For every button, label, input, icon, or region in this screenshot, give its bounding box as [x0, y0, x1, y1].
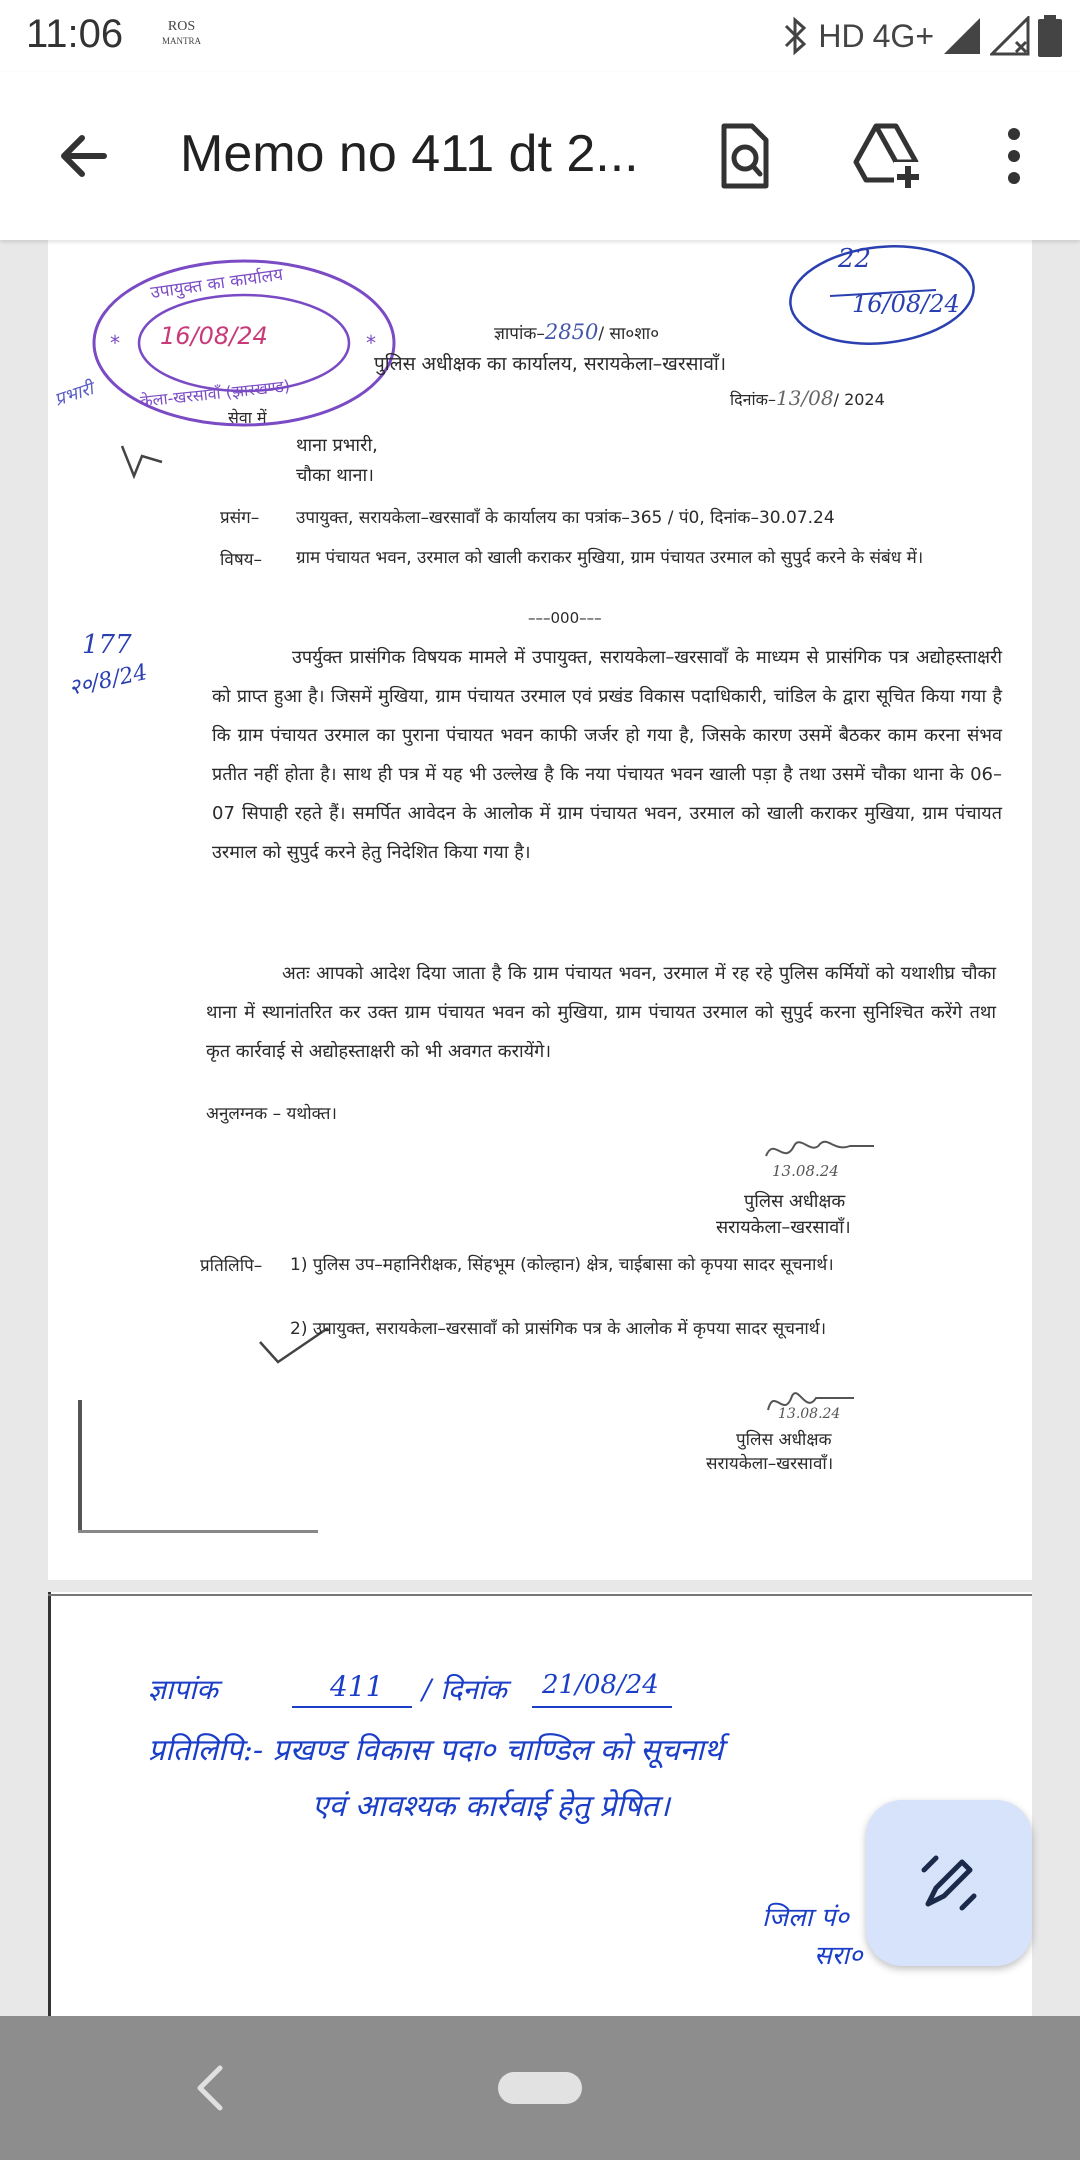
office-name: पुलिस अधीक्षक का कार्यालय, सरायकेला–खरसावाँ। [374, 353, 727, 375]
separator: –––000––– [528, 609, 602, 627]
paragraph-2: अतः आपको आदेश दिया जाता है कि ग्राम पंचायत भवन, उरमाल में रह रहे पुलिस कर्मियों को यथाशीघ्र चौका थाना में स्थानांतरित कर उक्त ग्राम पंचायत भवन को मुखिया, ग्राम पंचायत उरमाल को सुपुर्द करना सुनिश्चित करेंगे तथा कृत कार्रवाई से अद्योहस्ताक्षरी को भी अवगत करायेंगे। [206, 963, 996, 1062]
stamp-line-1: उपायुक्त का कार्यालय [149, 264, 285, 304]
scan-edge-bottom [78, 1530, 318, 1533]
underline-date [532, 1706, 672, 1708]
to-line-2: चौका थाना। [296, 465, 374, 486]
back-arrow-icon[interactable] [48, 120, 120, 192]
margin-note-1: 177 [82, 630, 132, 660]
signatory-place-1: सरायकेला–खरसावाँ। [716, 1217, 851, 1238]
vishay-label: विषय– [220, 550, 263, 570]
received-date: 16/08/24 [852, 290, 960, 318]
prasang-text: उपायुक्त, सरायकेला–खरसावाँ के कार्यालय का पत्रांक–365 / पं0, दिनांक–30.07.24 [296, 508, 835, 528]
edit-pen-icon [914, 1848, 984, 1918]
date-year: / 2024 [833, 390, 885, 409]
battery-icon [1038, 15, 1062, 57]
scan-edge-left [78, 1400, 82, 1530]
pratilipi-label: प्रतिलिपि– [200, 1256, 263, 1276]
more-vertical-icon[interactable] [978, 120, 1050, 192]
endorsement-line-3: एवं आवश्यक कार्रवाई हेतु प्रेषित। [312, 1789, 670, 1824]
document-search-icon[interactable] [708, 120, 780, 192]
scan-edge-top-2 [48, 1594, 1032, 1596]
date-line [730, 384, 885, 414]
signatory-title-2: पुलिस अधीक्षक [736, 1430, 832, 1450]
status-bar [0, 0, 1080, 72]
date-prefix: दिनांक– [730, 390, 776, 409]
nav-back-icon[interactable] [190, 2060, 230, 2116]
underline-memo-number [292, 1706, 412, 1708]
vishay-text: ग्राम पंचायत भवन, उरमाल को खाली कराकर मुखिया, ग्राम पंचायत उरमाल को सुपुर्द करने के संबंध में। [296, 548, 924, 568]
signatory-title-1: पुलिस अधीक्षक [744, 1191, 846, 1212]
network-hd-label: HD [818, 17, 865, 54]
paragraph-1: उपर्युक्त प्रासंगिक विषयक मामले में उपायुक्त, सरायकेला–खरसावाँ के माध्यम से प्रासंगिक पत्र अद्योहस्ताक्षरी को प्राप्त हुआ है। जिसमें मुखिया, ग्राम पंचायत उरमाल एवं प्रखंड विकास पदाधिकारी, चांडिल के द्वारा सूचित किया गया है कि ग्राम पंचायत उरमाल का पुराना पंचायत भवन काफी जर्जर हो गया है, जिसके कारण उसमें बैठकर काम करना संभव प्रतीत नहीं होता है। साथ ही पत्र में यह भी उल्लेख है कि नया पंचायत भवन खाली पड़ा है तथा उसमें चौका थाना के 06–07 सिपाही रहते हैं। समर्पित आवेदन के आलोक में ग्राम पंचायत भवन, उरमाल को खाली कराकर मुखिया, ग्राम पंचायत उरमाल को सुपुर्द करने हेतु निदेशित किया गया है। [212, 647, 1002, 863]
endorsement-sign-2: सरा० [814, 1941, 863, 1971]
endorsement-date-label: / दिनांक [422, 1673, 507, 1706]
network-type-label: 4G+ [872, 17, 934, 54]
bluetooth-icon [780, 16, 810, 56]
notification-sub: MANTRA [162, 36, 202, 46]
endorsement-date: 21/08/24 [542, 1670, 659, 1700]
svg-text:*: * [110, 331, 120, 355]
system-nav-bar [0, 2016, 1080, 2160]
received-number: 22 [838, 244, 872, 274]
document-title: Memo no 411 dt 2... [180, 125, 639, 183]
edit-fab-button[interactable] [866, 1800, 1032, 1966]
side-note: प्रभारी [51, 378, 97, 411]
scan-edge-left-2 [48, 1592, 51, 2016]
stamp-date: 16/08/24 [160, 322, 268, 350]
endorsement-line-2: प्रतिलिपि:- प्रखण्ड विकास पदा० चाण्डिल को सूचनार्थ [148, 1733, 724, 1768]
status-icons [780, 12, 1062, 60]
document-page-1 [48, 240, 1032, 1580]
endorsement-memo-number: 411 [330, 1670, 384, 1703]
signal-icon [942, 16, 982, 56]
copy-2: 2) उपायुक्त, सरायकेला–खरसावाँ को प्रासंगिक पत्र के आलोक में कृपया सादर सूचनार्थ। [290, 1319, 827, 1339]
app-toolbar [0, 72, 1080, 240]
tick-mark [114, 436, 174, 486]
notification-icon [162, 20, 201, 48]
endorsement-memo-label: ज्ञापांक [148, 1673, 218, 1706]
date-value: 13/08 [775, 386, 834, 410]
memo-prefix: ज्ञापांक– [494, 324, 545, 344]
seva-me: सेवा में [228, 408, 267, 427]
stamp-line-2: केला-खरसावाँ (झारखण्ड) [139, 376, 291, 411]
margin-note-2: २०/8/24 [66, 659, 150, 701]
to-line-1: थाना प्रभारी, [296, 435, 378, 456]
signatory-place-2: सरायकेला–खरसावाँ। [706, 1454, 834, 1474]
memo-number-line [494, 318, 659, 348]
document-viewer[interactable] [0, 240, 1080, 2016]
copy-1: 1) पुलिस उप–महानिरीक्षक, सिंहभूम (कोल्हान) क्षेत्र, चाईबासा को कृपया सादर सूचनार्थ। [290, 1255, 834, 1275]
status-time: 11:06 [26, 12, 124, 56]
signature-2-date: 13.08.24 [778, 1406, 841, 1422]
svg-text:*: * [366, 331, 376, 355]
notification-brand: ROS [167, 19, 196, 34]
prasang-label: प्रसंग– [220, 508, 260, 528]
memo-suffix: / सा०शा० [598, 324, 660, 344]
signature-1-date: 13.08.24 [772, 1162, 839, 1180]
home-pill[interactable] [498, 2072, 582, 2104]
anulagnak: अनुलग्नक – यथोक्त। [206, 1104, 337, 1124]
memo-number: 2850 [544, 320, 599, 344]
signal-no-service-icon [990, 16, 1030, 56]
endorsement-sign-1: जिला पं० [762, 1903, 849, 1933]
drive-add-icon[interactable] [850, 120, 922, 192]
